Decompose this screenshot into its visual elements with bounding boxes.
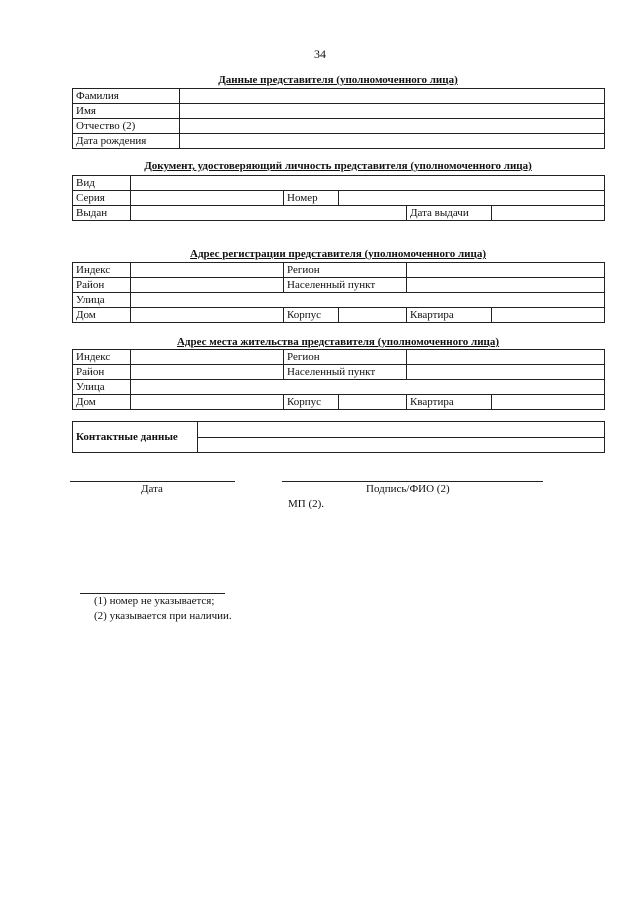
doc-type-label: Вид <box>73 176 131 191</box>
reg-address-section-title: Адрес регистрации представителя (уполномоченного лица) <box>190 248 486 260</box>
live-locality-field[interactable] <box>407 365 605 380</box>
seal-caption: МП (2). <box>288 498 325 510</box>
date-signature-line <box>70 481 235 482</box>
live-index-label: Индекс <box>73 350 131 365</box>
table-row <box>73 191 605 206</box>
table-row <box>73 278 605 293</box>
live-street-label: Улица <box>73 380 131 395</box>
doc-series-label: Серия <box>73 191 131 206</box>
table-row <box>73 119 605 134</box>
signature-caption: Подпись/ФИО (2) <box>366 483 450 495</box>
live-building-field[interactable] <box>339 395 407 410</box>
live-street-field[interactable] <box>131 380 605 395</box>
table-row <box>73 104 605 119</box>
table-row <box>73 176 605 191</box>
live-index-field[interactable] <box>131 350 284 365</box>
reg-district-field[interactable] <box>131 278 284 293</box>
reg-building-label: Корпус <box>284 308 339 323</box>
table-row <box>73 206 605 221</box>
reg-house-label: Дом <box>73 308 131 323</box>
reg-building-field[interactable] <box>339 308 407 323</box>
representative-section-title: Данные представителя (уполномоченного лица) <box>218 74 458 86</box>
live-district-label: Район <box>73 365 131 380</box>
reg-district-label: Район <box>73 278 131 293</box>
live-house-label: Дом <box>73 395 131 410</box>
live-district-field[interactable] <box>131 365 284 380</box>
doc-series-field[interactable] <box>131 191 284 206</box>
live-region-label: Регион <box>284 350 407 365</box>
table-row <box>73 395 605 410</box>
reg-index-field[interactable] <box>131 263 284 278</box>
live-address-table <box>72 349 605 410</box>
reg-street-label: Улица <box>73 293 131 308</box>
contacts-label: Контактные данные <box>73 422 198 453</box>
table-row <box>73 308 605 323</box>
surname-field[interactable] <box>180 89 605 104</box>
reg-region-field[interactable] <box>407 263 605 278</box>
reg-locality-label: Населенный пункт <box>284 278 407 293</box>
document-table <box>72 175 605 221</box>
table-row <box>73 422 605 438</box>
table-row <box>73 350 605 365</box>
table-row <box>73 293 605 308</box>
reg-locality-field[interactable] <box>407 278 605 293</box>
contacts-field-1[interactable] <box>198 422 605 438</box>
table-row <box>73 89 605 104</box>
doc-issue-date-label: Дата выдачи <box>407 206 492 221</box>
footnote-1: (1) номер не указывается; <box>94 595 215 607</box>
live-house-field[interactable] <box>131 395 284 410</box>
doc-number-label: Номер <box>284 191 339 206</box>
contacts-field-2[interactable] <box>198 437 605 453</box>
document-section-title: Документ, удостоверяющий личность представителя (уполномоченного лица) <box>144 160 532 172</box>
live-apartment-field[interactable] <box>492 395 605 410</box>
reg-apartment-field[interactable] <box>492 308 605 323</box>
birthdate-field[interactable] <box>180 134 605 149</box>
live-locality-label: Населенный пункт <box>284 365 407 380</box>
table-row <box>73 134 605 149</box>
name-signature-line <box>282 481 543 482</box>
patronymic-field[interactable] <box>180 119 605 134</box>
doc-issued-label: Выдан <box>73 206 131 221</box>
doc-issue-date-field[interactable] <box>492 206 605 221</box>
surname-label: Фамилия <box>73 89 180 104</box>
doc-number-field[interactable] <box>339 191 605 206</box>
reg-apartment-label: Квартира <box>407 308 492 323</box>
reg-street-field[interactable] <box>131 293 605 308</box>
name-label: Имя <box>73 104 180 119</box>
patronymic-label: Отчество (2) <box>73 119 180 134</box>
live-region-field[interactable] <box>407 350 605 365</box>
table-row <box>73 380 605 395</box>
date-caption: Дата <box>141 483 163 495</box>
footnote-2: (2) указывается при наличии. <box>94 610 232 622</box>
reg-index-label: Индекс <box>73 263 131 278</box>
live-building-label: Корпус <box>284 395 339 410</box>
table-row <box>73 365 605 380</box>
footnote-separator <box>80 593 225 594</box>
live-address-section-title: Адрес места жительства представителя (уполномоченного лица) <box>176 336 500 348</box>
doc-type-field[interactable] <box>131 176 605 191</box>
name-field[interactable] <box>180 104 605 119</box>
reg-house-field[interactable] <box>131 308 284 323</box>
contacts-table <box>72 421 605 453</box>
table-row <box>73 263 605 278</box>
representative-table <box>72 88 605 149</box>
live-apartment-label: Квартира <box>407 395 492 410</box>
doc-issued-field[interactable] <box>131 206 407 221</box>
reg-region-label: Регион <box>284 263 407 278</box>
birthdate-label: Дата рождения <box>73 134 180 149</box>
reg-address-table <box>72 262 605 323</box>
page-number: 34 <box>314 47 326 61</box>
